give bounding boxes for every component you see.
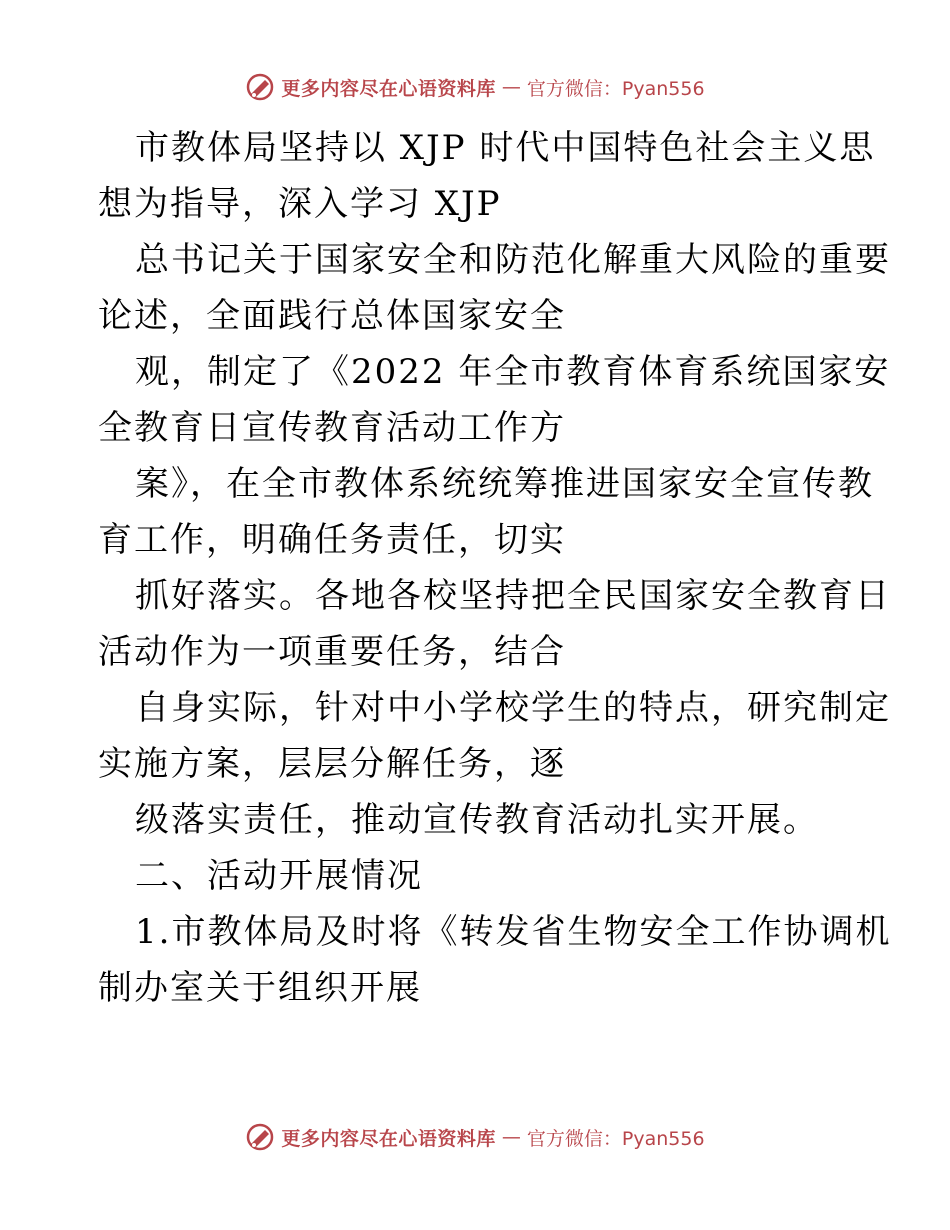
watermark-separator: — (501, 76, 521, 98)
text-line: 观，制定了《2022 年全市教育体育系统国家安 (135, 352, 891, 392)
text-line: 1.市教体局及时将《转发省生物安全工作协调机 (135, 912, 892, 952)
header-watermark (0, 72, 950, 102)
text-line: 想为指导，深入学习 XJP (98, 184, 502, 224)
text-line: 育工作，明确任务责任，切实 (98, 520, 566, 560)
text-line: 全教育日宣传教育活动工作方 (98, 408, 566, 448)
watermark-separator: — (501, 1126, 521, 1148)
section-heading: 二、活动开展情况 (135, 856, 423, 896)
text-line: 抓好落实。各地各校坚持把全民国家安全教育日 (135, 576, 891, 616)
text-line: 案》，在全市教体系统统筹推进国家安全宣传教 (135, 464, 874, 504)
watermark-wechat: 官方微信：Pyan556 (526, 77, 705, 100)
text-line: 实施方案，层层分解任务，逐 (98, 744, 566, 784)
document-body (98, 120, 892, 1016)
pen-logo-icon (245, 72, 275, 102)
text-line: 论述，全面践行总体国家安全 (98, 296, 566, 336)
text-line: 市教体局坚持以 XJP 时代中国特色社会主义思 (135, 128, 876, 168)
text-line: 级落实责任，推动宣传教育活动扎实开展。 (135, 800, 819, 840)
footer-watermark (0, 1122, 950, 1152)
text-line: 活动作为一项重要任务，结合 (98, 632, 566, 672)
watermark-wechat: 官方微信：Pyan556 (526, 1127, 705, 1150)
text-line: 自身实际，针对中小学校学生的特点，研究制定 (135, 688, 891, 728)
text-line: 制办室关于组织开展 (98, 968, 422, 1008)
pen-logo-icon (245, 1122, 275, 1152)
watermark-title: 更多内容尽在心语资料库 (281, 77, 496, 100)
watermark-title: 更多内容尽在心语资料库 (281, 1127, 496, 1150)
text-line: 总书记关于国家安全和防范化解重大风险的重要 (135, 240, 891, 280)
